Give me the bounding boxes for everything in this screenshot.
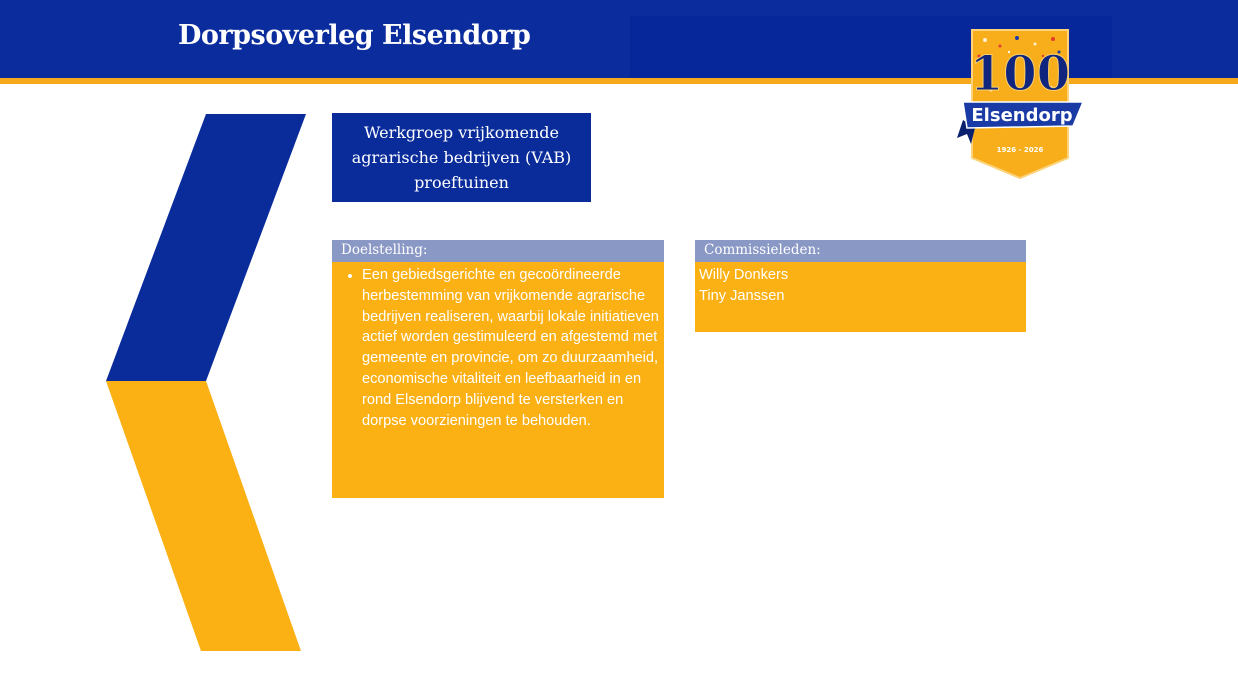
site-title: Dorpsoverleg Elsendorp (178, 20, 531, 51)
goal-body (332, 265, 664, 431)
goal-list (332, 265, 664, 431)
chevron-lower-yellow (106, 381, 301, 651)
badge-years: 1926 - 2026 (996, 146, 1044, 154)
committee-card (695, 240, 1026, 332)
chevron-upper-blue (106, 114, 306, 381)
chevron-graphic (0, 0, 320, 696)
anniversary-badge-logo (955, 28, 1090, 180)
committee-member: Tiny Janssen (699, 287, 785, 304)
goal-item: • Een gebiedsgerichte en gecoördineerde herbestemming van vrijkomende agrarische bedrijven realiseren, waarbij lokale initiatieven actief worden gestimuleerd en afgestemd met gemeente en provincie, om zo duurzaamheid, economische vitaliteit en leefbaarheid in en rond Elsendorp blijvend te versterken en dorpse voorzieningen te behouden. (362, 265, 660, 431)
workgroup-title: Werkgroep vrijkomende agrarische bedrijven (VAB) proeftuinen (332, 113, 591, 202)
goal-card (332, 240, 664, 498)
committee-member: Willy Donkers (699, 267, 789, 283)
committee-heading: Commissieleden: (695, 240, 1026, 262)
goal-heading: Doelstelling: (332, 240, 664, 262)
badge-number: 100 (969, 46, 1071, 102)
committee-body (695, 262, 1026, 307)
badge-name: Elsendorp (971, 105, 1073, 126)
